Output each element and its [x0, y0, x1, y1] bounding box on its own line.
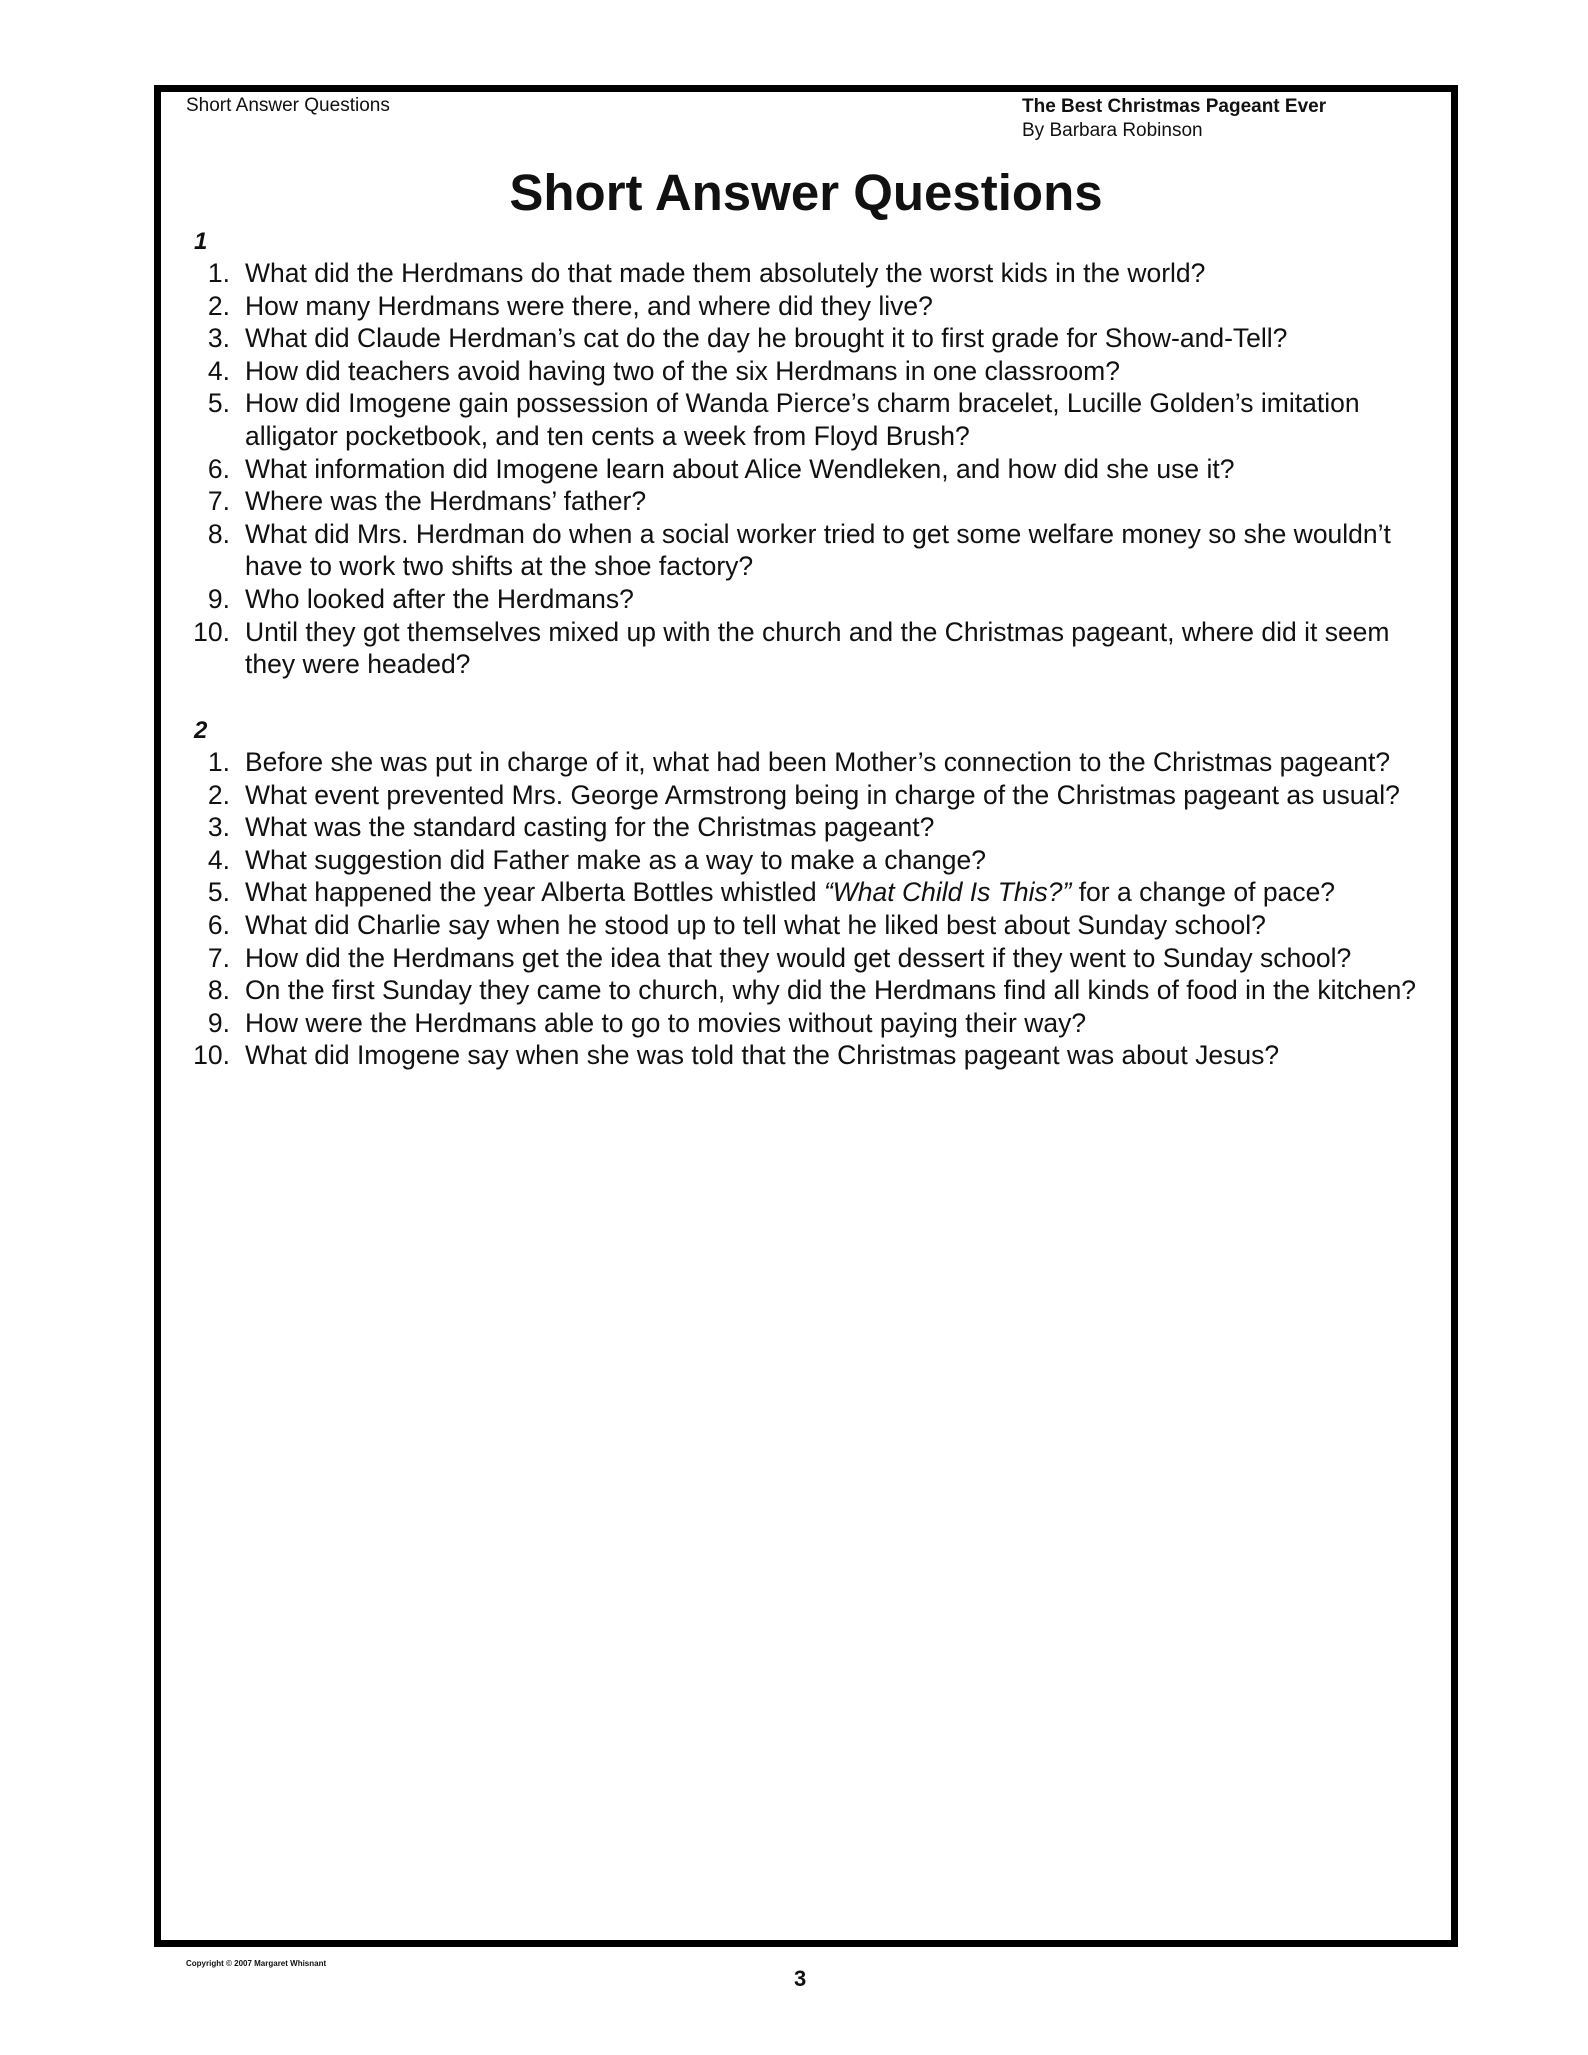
question-text: What did Charlie say when he stood up to tell what he liked best about Sunday school?: [245, 909, 1266, 940]
question-number: 6.: [207, 909, 230, 940]
question-item: [190, 811, 1440, 844]
question-item: [190, 1039, 1440, 1072]
question-number: 5.: [207, 877, 230, 908]
question-item: [190, 322, 1440, 355]
question-list: [190, 257, 1440, 681]
question-text: How did the Herdmans get the idea that they would get dessert if they went to Sunday school?: [245, 942, 1352, 973]
question-text: What did the Herdmans do that made them absolutely the worst kids in the world?: [245, 258, 1206, 288]
question-number: 3.: [207, 323, 230, 354]
question-item: [190, 453, 1440, 486]
question-item: [190, 257, 1440, 290]
question-item: [190, 974, 1440, 1007]
header-book-info: [1022, 95, 1326, 143]
question-number: 10.: [193, 616, 230, 647]
question-number: 4.: [207, 844, 230, 875]
question-text: Until they got themselves mixed up with the church and the Christmas pageant, where did it seem they were headed?: [245, 616, 1390, 680]
question-item: [190, 355, 1440, 388]
question-text: What information did Imogene learn about Alice Wendleken, and how did she use it?: [245, 453, 1235, 484]
page-title: Short Answer Questions: [509, 164, 1103, 221]
question-text: What was the standard casting for the Christmas pageant?: [245, 812, 935, 843]
question-text: What did Mrs. Herdman do when a social worker tried to get some welfare money so she wouldn’t have to work two shifts at the shoe factory?: [245, 518, 1391, 582]
question-number: 3.: [207, 812, 230, 843]
question-section-2: [190, 716, 1440, 1072]
question-number: 2.: [207, 290, 230, 321]
page-number: 3: [794, 1966, 807, 1991]
question-item: [190, 942, 1440, 975]
question-number: 5.: [207, 388, 230, 419]
question-item: [190, 485, 1440, 518]
section-number: 2: [194, 717, 208, 744]
question-item: [190, 746, 1440, 779]
question-text: What suggestion did Father make as a way to make a change?: [245, 844, 986, 875]
question-text: On the first Sunday they came to church, why did the Herdmans find all kinds of food in the kitchen?: [245, 975, 1417, 1006]
question-number: 9.: [207, 583, 230, 614]
question-item: [190, 387, 1440, 452]
question-text: What did Claude Herdman’s cat do the day he brought it to first grade for Show-and-Tell?: [245, 323, 1288, 354]
question-number: 10.: [193, 1040, 230, 1071]
question-text-part: for a change of pace?: [1071, 877, 1336, 908]
question-item: [190, 616, 1440, 681]
question-text: What did Imogene say when she was told that the Christmas pageant was about Jesus?: [245, 1040, 1280, 1071]
question-number: 1.: [207, 258, 230, 288]
question-text: What event prevented Mrs. George Armstrong being in charge of the Christmas pageant as usual?: [245, 779, 1400, 810]
question-number: 2.: [207, 779, 230, 810]
question-item: [190, 779, 1440, 812]
song-title: “What Child Is This?”: [823, 877, 1072, 908]
question-item: [190, 518, 1440, 583]
author-line: By Barbara Robinson: [1022, 120, 1203, 141]
question-item: [190, 583, 1440, 616]
question-item: [190, 844, 1440, 877]
question-number: 7.: [207, 942, 230, 973]
question-section-1: [190, 227, 1440, 681]
question-text: How did teachers avoid having two of the six Herdmans in one classroom?: [245, 355, 1120, 386]
question-number: 8.: [207, 975, 230, 1006]
question-text: How many Herdmans were there, and where did they live?: [245, 290, 933, 321]
question-text: Who looked after the Herdmans?: [245, 583, 634, 614]
question-text: Before she was put in charge of it, what had been Mother’s connection to the Christmas pageant?: [245, 747, 1391, 777]
question-text-part: What happened the year Alberta Bottles whistled: [245, 877, 824, 908]
question-item: [190, 290, 1440, 323]
question-list: [190, 746, 1440, 1072]
question-item: [190, 1007, 1440, 1040]
question-number: 8.: [207, 518, 230, 549]
question-number: 6.: [207, 453, 230, 484]
section-number: 1: [194, 228, 208, 255]
question-number: 1.: [207, 747, 230, 777]
book-title: The Best Christmas Pageant Ever: [1022, 96, 1327, 117]
header-section-label: Short Answer Questions: [186, 95, 390, 116]
question-item: [190, 876, 1440, 909]
copyright-notice: Copyright © 2007 Margaret Whisnant: [186, 1959, 327, 1968]
question-text: How were the Herdmans able to go to movies without paying their way?: [245, 1007, 1087, 1038]
question-number: 9.: [207, 1007, 230, 1038]
question-item: [190, 909, 1440, 942]
question-text: [230, 876, 1335, 909]
question-text: How did Imogene gain possession of Wanda Pierce’s charm bracelet, Lucille Golden’s imitation alligator pocketbook, and ten cents a week from Floyd Brush?: [245, 388, 1360, 451]
question-text: Where was the Herdmans’ father?: [245, 486, 647, 517]
question-number: 7.: [207, 486, 230, 517]
question-number: 4.: [207, 355, 230, 386]
